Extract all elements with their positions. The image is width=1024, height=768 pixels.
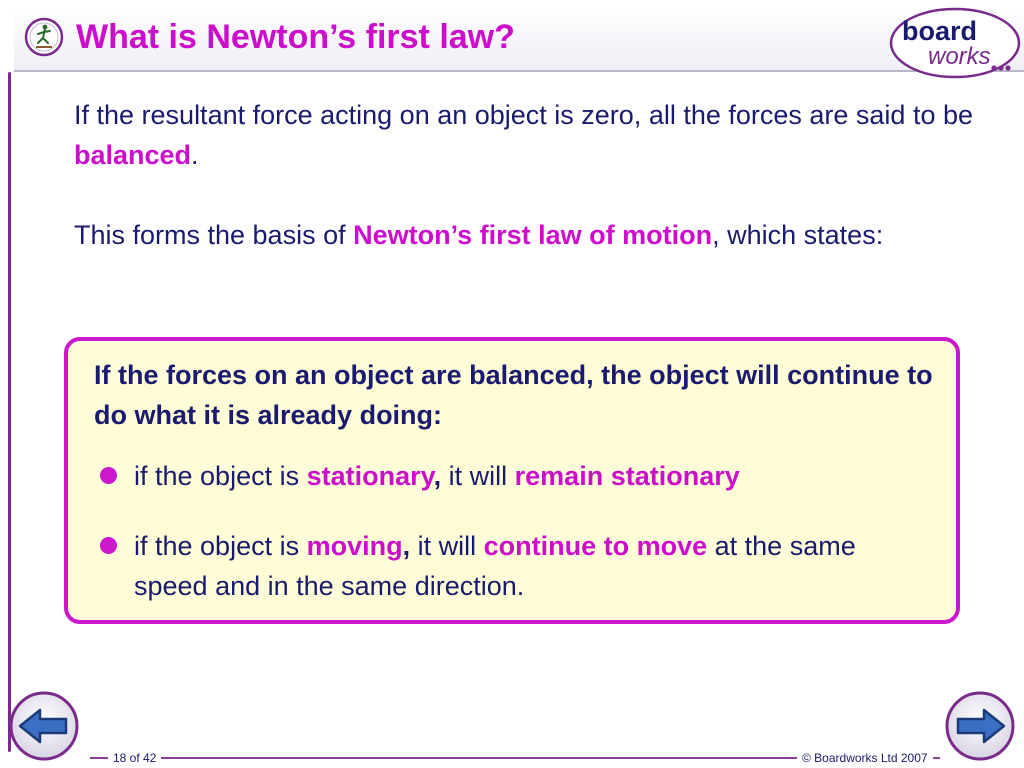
law-statement-box xyxy=(64,337,960,624)
logo-text-board: board xyxy=(902,16,978,46)
bullet-text: if the object is stationary, it will remain stationary xyxy=(134,461,740,491)
law-statement-heading: If the forces on an object are balanced, the object will continue to do what it is already doing: xyxy=(94,360,933,430)
intro-text-end: . xyxy=(191,140,199,170)
bullet-dot-icon xyxy=(100,467,117,484)
highlight-balanced: balanced xyxy=(74,140,192,170)
intro-text: If the resultant force acting on an object is zero, all the forces are said to be xyxy=(74,100,974,130)
previous-slide-button[interactable] xyxy=(8,690,80,762)
law-intro-text-end: , which states: xyxy=(712,220,884,250)
logo-text-works: works xyxy=(928,43,991,70)
page-number: 18 of 42 xyxy=(108,751,161,765)
left-border-line xyxy=(8,72,11,752)
page-title: What is Newton’s first law? xyxy=(76,18,515,56)
copyright-text: © Boardworks Ltd 2007 xyxy=(797,751,933,765)
bullet-dot-icon xyxy=(100,537,117,554)
highlight-continue-to-move: continue to move xyxy=(483,531,708,561)
highlight-remain-stationary: remain stationary xyxy=(514,461,740,491)
intro-paragraph xyxy=(74,95,1004,175)
highlight-stationary: stationary xyxy=(306,461,434,491)
boardworks-logo xyxy=(888,6,1022,80)
bullet-text: if the object is moving, it will continue to move at the same speed and in the same direction. xyxy=(134,531,856,601)
highlight-newtons-first-law: Newton’s first law of motion xyxy=(353,220,713,250)
physics-icon xyxy=(24,17,64,57)
highlight-moving: moving xyxy=(306,531,403,561)
law-intro-text: This forms the basis of xyxy=(74,220,354,250)
law-intro-paragraph xyxy=(74,215,1004,255)
next-slide-button[interactable] xyxy=(944,690,1016,762)
